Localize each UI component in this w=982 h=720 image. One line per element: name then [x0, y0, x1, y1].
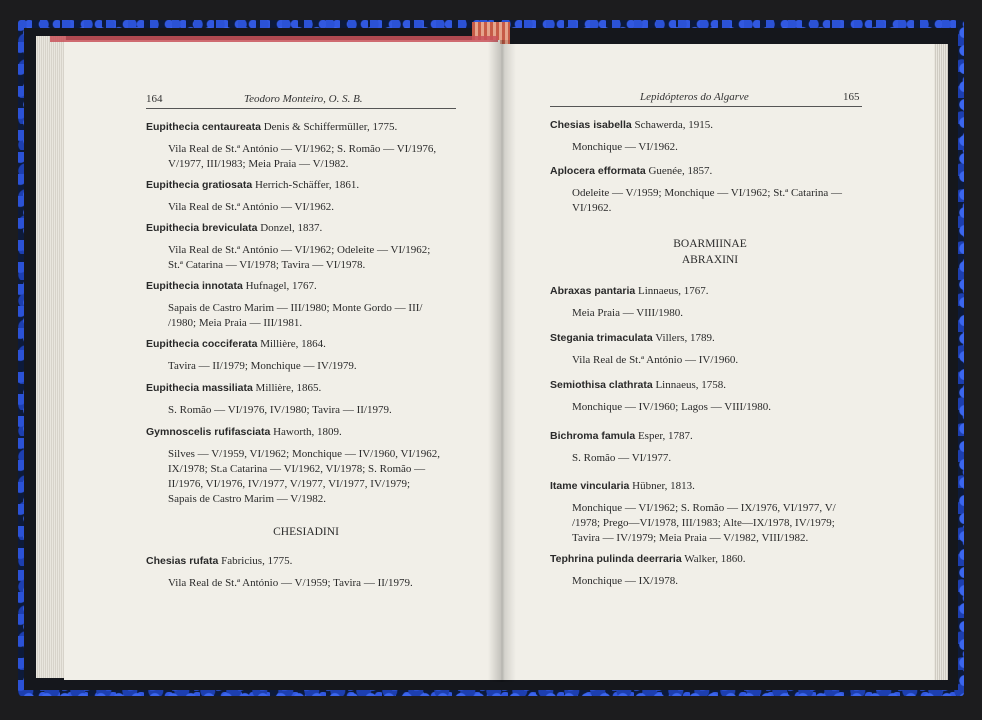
species-name: Bichroma famula — [550, 430, 636, 442]
species-entry — [146, 221, 466, 273]
section-heading: CHESIADINI — [273, 526, 339, 538]
locality-line: Meia Praia — VIII/1980. — [572, 307, 683, 319]
species-author: Villers, 1789. — [655, 332, 715, 344]
species-entry — [550, 378, 870, 415]
header-rule — [550, 106, 862, 107]
locality-list — [550, 140, 870, 155]
left-page — [64, 40, 500, 680]
locality-line: S. Romão — VI/1976, IV/1980; Tavira — II/1979. — [168, 404, 392, 416]
locality-list — [146, 447, 466, 507]
species-author: Millière, 1864. — [260, 338, 326, 350]
species-name: Semiothisa clathrata — [550, 379, 653, 391]
species-name: Stegania trimaculata — [550, 332, 653, 344]
species-name: Eupithecia cocciferata — [146, 338, 258, 350]
species-entry — [550, 331, 870, 368]
locality-line: /1980; Meia Praia — III/1981. — [168, 317, 303, 329]
locality-line: Monchique — VI/1962; S. Romão — IX/1976, VI/1977, V/ — [572, 502, 836, 514]
locality-line: V/1977, III/1983; Meia Praia — V/1982. — [168, 158, 349, 170]
left-page-number: 164 — [146, 93, 163, 105]
locality-line: Monchique — VI/1962. — [572, 141, 678, 153]
locality-line: IX/1978; St.a Catarina — VI/1962, VI/1978; S. Romão — — [168, 463, 426, 475]
species-entry — [550, 284, 870, 321]
species-author: Linnaeus, 1767. — [637, 285, 709, 297]
species-name: Eupithecia breviculata — [146, 222, 258, 234]
species-author: Hufnagel, 1767. — [245, 280, 317, 292]
locality-list — [146, 243, 466, 273]
locality-list — [146, 301, 466, 331]
locality-line: Sapais de Castro Marim — V/1982. — [168, 493, 327, 505]
species-name: Abraxas pantaria — [550, 285, 636, 297]
species-entry — [146, 425, 466, 507]
right-running-head: Lepidópteros do Algarve — [640, 91, 749, 103]
locality-line: Vila Real de St.ª António — VI/1962; S. Romão — VI/1976, — [168, 143, 437, 155]
left-running-head: Teodoro Monteiro, O. S. B. — [244, 93, 363, 105]
locality-line: Vila Real de St.ª António — VI/1962; Odeleite — VI/1962; — [168, 244, 431, 256]
species-author: Linnaeus, 1758. — [655, 379, 727, 391]
species-author: Denis & Schiffermüller, 1775. — [263, 121, 398, 133]
species-name: Chesias isabella — [550, 119, 632, 131]
species-entry — [146, 120, 466, 172]
species-entry — [550, 479, 870, 546]
species-author: Herrich-Schäffer, 1861. — [254, 179, 360, 191]
locality-line: Silves — V/1959, VI/1962; Monchique — IV/1960, VI/1962, — [168, 448, 440, 460]
species-entry — [146, 337, 466, 374]
locality-list — [550, 306, 870, 321]
section-heading: BOARMIINAE — [673, 238, 747, 250]
subsection-heading: ABRAXINI — [681, 254, 739, 266]
species-name: Eupithecia centaureata — [146, 121, 261, 133]
species-entry — [550, 118, 870, 155]
locality-line: Sapais de Castro Marim — III/1980; Monte Gordo — III/ — [168, 302, 423, 314]
locality-line: Vila Real de St.ª António — VI/1962. — [168, 201, 334, 213]
species-author: Walker, 1860. — [684, 553, 746, 565]
species-name: Tephrina pulinda deerraria — [550, 553, 682, 565]
species-entry — [550, 552, 870, 589]
species-entry — [146, 279, 466, 331]
species-name: Eupithecia massiliata — [146, 382, 253, 394]
header-rule — [146, 108, 456, 109]
locality-line: Odeleite — V/1959; Monchique — VI/1962; St.ª Catarina — — [572, 187, 842, 199]
species-entry — [146, 554, 466, 591]
species-name: Eupithecia gratiosata — [146, 179, 253, 191]
species-entry — [146, 178, 466, 215]
locality-list — [146, 359, 466, 374]
locality-list — [550, 400, 870, 415]
locality-line: St.ª Catarina — VI/1978; Tavira — VI/1978. — [168, 259, 366, 271]
locality-list — [146, 403, 466, 418]
locality-list — [550, 186, 870, 216]
red-page-edge — [50, 36, 498, 42]
species-name: Chesias rufata — [146, 555, 219, 567]
species-entry — [146, 381, 466, 418]
locality-list — [550, 501, 870, 546]
locality-list — [146, 200, 466, 215]
locality-line: VI/1962. — [572, 202, 612, 214]
species-name: Gymnoscelis rufifasciata — [146, 426, 271, 438]
species-author: Donzel, 1837. — [260, 222, 323, 234]
locality-line: Tavira — II/1979; Monchique — IV/1979. — [168, 360, 357, 372]
species-name: Eupithecia innotata — [146, 280, 243, 292]
species-entry — [550, 429, 870, 466]
species-author: Millière, 1865. — [255, 382, 322, 394]
locality-list — [550, 353, 870, 368]
species-entry — [550, 164, 870, 216]
locality-line: Tavira — IV/1979; Meia Praia — V/1982, VIII/1982. — [572, 532, 809, 544]
locality-line: /1978; Prego—VI/1978, III/1983; Alte—IX/1978, IV/1979; — [572, 517, 835, 529]
page-stack-left — [36, 36, 66, 678]
species-author: Hübner, 1813. — [632, 480, 695, 492]
locality-list — [550, 574, 870, 589]
locality-line: Monchique — IV/1960; Lagos — VIII/1980. — [572, 401, 771, 413]
right-page — [500, 44, 934, 680]
species-author: Haworth, 1809. — [273, 426, 342, 438]
locality-line: Monchique — IX/1978. — [572, 575, 679, 587]
species-author: Esper, 1787. — [637, 430, 693, 442]
locality-list — [146, 576, 466, 591]
species-author: Schawerda, 1915. — [634, 119, 713, 131]
locality-line: II/1976, VI/1976, IV/1977, V/1977, VI/1977, IV/1979; — [168, 478, 410, 490]
species-name: Itame vincularia — [550, 480, 630, 492]
locality-line: Vila Real de St.ª António — IV/1960. — [572, 354, 739, 366]
locality-list — [550, 451, 870, 466]
species-author: Fabricius, 1775. — [221, 555, 293, 567]
species-name: Aplocera efformata — [550, 165, 646, 177]
locality-line: S. Romão — VI/1977. — [572, 452, 672, 464]
right-page-number: 165 — [843, 91, 860, 103]
species-author: Guenée, 1857. — [648, 165, 713, 177]
locality-list — [146, 142, 466, 172]
locality-line: Vila Real de St.ª António — V/1959; Tavira — II/1979. — [168, 577, 413, 589]
